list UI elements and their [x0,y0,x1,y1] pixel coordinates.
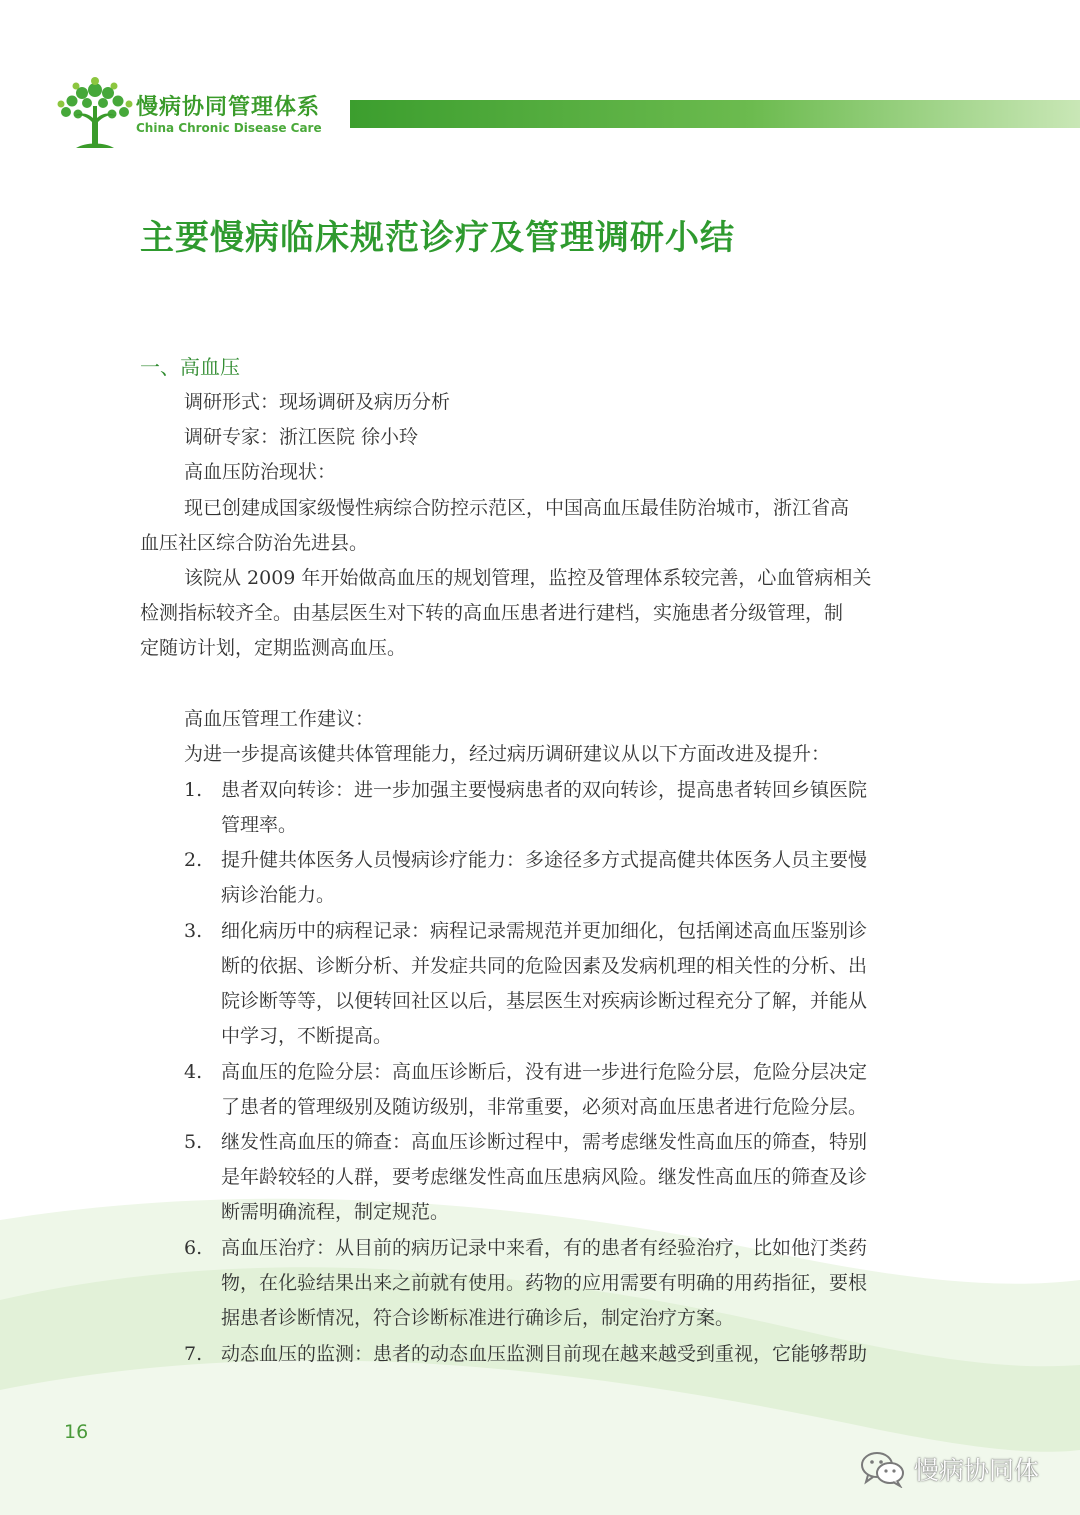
list-item-number: 3. [184,920,203,942]
list-item-number: 2. [184,849,203,871]
list-item-line: 是年龄较轻的人群，要考虑继发性高血压患病风险。继发性高血压的筛查及诊 [221,1166,868,1188]
list-item-line: 继发性高血压的筛查：高血压诊断过程中，需考虑继发性高血压的筛查，特别 [221,1131,868,1153]
list-item-line: 患者双向转诊：进一步加强主要慢病患者的双向转诊，提高患者转回乡镇医院 [221,779,868,801]
list-item-line: 断的依据、诊断分析、并发症共同的危险因素及发病机理的相关性的分析、出 [221,955,868,977]
list-item-line: 细化病历中的病程记录：病程记录需规范并更加细化，包括阐述高血压鉴别诊 [221,920,868,942]
list-item-line: 了患者的管理级别及随访级别，非常重要，必须对高血压患者进行危险分层。 [221,1096,868,1118]
brand-name-en: China Chronic Disease Care [136,121,322,135]
header-gradient-bar [350,100,1080,128]
list-item-line: 高血压的危险分层：高血压诊断后，没有进一步进行危险分层，危险分层决定 [221,1061,868,1083]
list-item-line: 高血压治疗：从目前的病历记录中来看，有的患者有经验治疗，比如他汀类药 [221,1237,868,1259]
list-item-line: 提升健共体医务人员慢病诊疗能力：多途径多方式提高健共体医务人员主要慢 [221,849,868,871]
list-item-number: 6. [184,1237,203,1259]
list-item-line: 动态血压的监测：患者的动态血压监测目前现在越来越受到重视，它能够帮助 [221,1343,868,1365]
advice-intro: 为进一步提高该健共体管理能力，经过病历调研建议从以下方面改进及提升： [184,743,831,765]
brand-name-cn: 慢病协同管理体系 [136,95,321,120]
list-item-line: 病诊治能力。 [221,884,336,906]
page-number: 16 [64,1421,89,1443]
paragraph-line: 现已创建成国家级慢性病综合防控示范区，中国高血压最佳防治城市，浙江省高 [184,497,850,519]
list-item-number: 5. [184,1131,203,1153]
list-item-number: 7. [184,1343,203,1365]
tree-logo-icon [56,76,134,152]
list-item-line: 中学习，不断提高。 [221,1025,393,1047]
page-title: 主要慢病临床规范诊疗及管理调研小结 [140,218,735,258]
paragraph-line: 该院从 2009 年开始做高血压的规划管理，监控及管理体系较完善，心血管病相关 [184,567,872,589]
paragraph-line: 血压社区综合防治先进县。 [140,532,369,554]
section-heading: 一、高血压 [140,355,240,379]
list-item-number: 4. [184,1061,203,1083]
paragraph-line: 定随访计划，定期监测高血压。 [140,637,407,659]
list-item-line: 院诊断等等，以便转回社区以后，基层医生对疾病诊断过程充分了解，并能从 [221,990,868,1012]
survey-expert: 调研专家：浙江医院 徐小玲 [184,426,419,448]
watermark [860,1450,1039,1488]
list-item-number: 1. [184,779,203,801]
list-item-line: 断需明确流程，制定规范。 [221,1201,450,1223]
watermark-text: 慢病协同体 [914,1456,1040,1485]
list-item-line: 管理率。 [221,814,298,836]
list-item-line: 据患者诊断情况，符合诊断标准进行确诊后，制定治疗方案。 [221,1307,735,1329]
paragraph-line: 检测指标较齐全。由基层医生对下转的高血压患者进行建档，实施患者分级管理，制 [140,602,844,624]
advice-heading: 高血压管理工作建议： [184,708,375,730]
status-heading: 高血压防治现状： [184,461,337,483]
list-item-line: 物，在化验结果出来之前就有使用。药物的应用需要有明确的用药指征，要根 [221,1272,868,1294]
wechat-icon [860,1450,906,1488]
survey-form: 调研形式：现场调研及病历分析 [184,391,451,413]
